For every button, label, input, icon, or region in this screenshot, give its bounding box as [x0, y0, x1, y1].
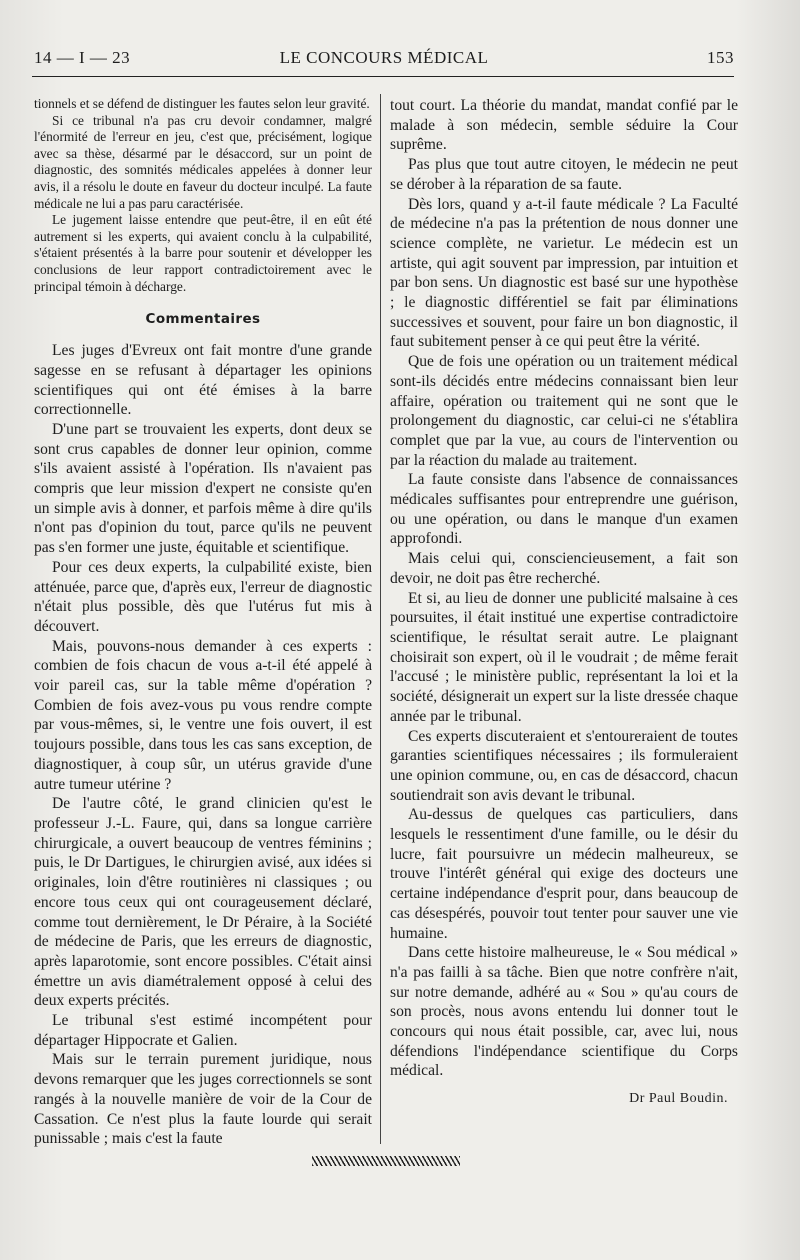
- paragraph: Les juges d'Evreux ont fait montre d'une grande sagesse en se refusant à départager les opinions scientifiques qui ont été émises à la barre correctionnelle.: [34, 342, 372, 419]
- paragraph: tionnels et se défend de distinguer les fautes selon leur gravité.: [34, 96, 370, 111]
- paragraph: Dans cette histoire malheureuse, le « Sou médical » n'a pas failli à sa tâche. Bien que notre confrère n'ait, sur notre demande, adhéré au « Sou » qu'au cours de son procès, nous avons entendu lui donner tout le concours qui nous était possible, car, avec lui, nous défendions l'indépendance scientifique du Corps médical.: [390, 944, 738, 1080]
- journal-title: LE CONCOURS MÉDICAL: [279, 48, 489, 67]
- paragraph: Mais sur le terrain purement juridique, nous devons remarquer que les juges correctionnels se sont rangés à la nouvelle manière de voir de la Cour de Cassation. Ce n'est plus la faute lourde qui serait punissable ; mais c'est la faute: [34, 1051, 372, 1148]
- right-column: [390, 96, 738, 1107]
- column-divider: [380, 94, 381, 1144]
- paragraph: Mais, pouvons-nous demander à ces experts : combien de fois chacun de vous a-t-il été appelé à voir pareil cas, sur la table même d'opération ? Combien de fois avez-vous pu vous rendre compte par vous-mêmes, si, le ventre une fois ouvert, il est toujours possible, dans tous les cas sans exception, de diagnostiquer, à coup sûr, un utérus gravide d'une autre tumeur utérine ?: [34, 637, 372, 793]
- paragraph: Dès lors, quand y a-t-il faute médicale ? La Faculté de médecine n'a pas la prétention de nous donner une science complète, ne varietur. Le médecin est un artiste, qui agit souvent par impression, par intuition et par bon sens. Un diagnostic est basé sur une hypothèse ; le diagnostic différentiel se fait par éliminations successives et souvent, pour faire un bon diagnostic, il faut subitement penser à ce qui peut être la vérité.: [390, 195, 738, 351]
- paragraph: tout court. La théorie du mandat, mandat confié par le malade à son médecin, semble séduire la Cour suprême.: [390, 97, 738, 154]
- paragraph: La faute consiste dans l'absence de connaissances médicales suffisantes pour entreprendre une guérison, ou une opération, ou dans le manque d'un examen approfondi.: [390, 471, 738, 548]
- end-ornament: [312, 1156, 460, 1166]
- paragraph: Le tribunal s'est estimé incompétent pour départager Hippocrate et Galien.: [34, 1012, 372, 1049]
- paragraph: Si ce tribunal n'a pas cru devoir condamner, malgré l'énormité de l'erreur en jeu, c'est que, précisément, logique avec sa thèse, désarmé par le désaccord, sur un point de diagnostic, des somnités médicales appelées à donner leur avis, il a résolu le doute en faveur du docteur inculpé. La faute médicale ne lui a pas paru caractérisée.: [34, 112, 372, 211]
- paragraph: D'une part se trouvaient les experts, dont deux se sont crus capables de donner leur opinion, comme s'ils avaient assisté à l'opération. Ils n'avaient pas compris que leur mission d'expert ne consiste qu'en un simple avis à donner, et parfois même à dire qu'ils n'ont pas d'opinion du tout, parce qu'ils ne peuvent pas s'en former une juste, équitable et scientifique.: [34, 420, 372, 557]
- author-signature: Dr Paul Boudin.: [629, 1091, 728, 1107]
- paragraph: Et si, au lieu de donner une publicité malsaine à ces poursuites, il était institué une expertise contradictoire scientifique, le résultat serait autre. Le plaignant choisirait son expert, où il le voudrait ; de même ferait l'accusé ; le ministère public, représentant la loi et la société, désignerait un expert sur la liste dressée chaque année par le tribunal.: [390, 589, 738, 725]
- paragraph: Ces experts discuteraient et s'entoureraient de toutes garanties scientifiques nécessaires ; ils formuleraient une opinion commune, ou, en cas de désaccord, chacun soutiendrait son avis devant le tribunal.: [390, 727, 738, 804]
- paragraph: Mais celui qui, consciencieusement, a fait son devoir, ne doit pas être recherché.: [390, 550, 738, 587]
- paragraph: Pas plus que tout autre citoyen, le médecin ne peut se dérober à la réparation de sa faute.: [390, 156, 738, 193]
- running-header: [34, 48, 734, 74]
- section-heading: Commentaires: [145, 311, 261, 328]
- commentary-left: [34, 341, 372, 1149]
- page-number: 153: [707, 48, 734, 67]
- paragraph: Que de fois une opération ou un traitement médical sont-ils décidés entre médecins connaissant bien leur affaire, opération ou traitement qui ne sont que le prolongement du diagnostic, car celui-ci ne s'établira complet que par la vue, au cours de l'intervention ou par la réaction du malade au traitement.: [390, 353, 738, 469]
- header-date: 14 — I — 23: [34, 48, 131, 67]
- header-rule: [32, 76, 734, 77]
- paragraph: De l'autre côté, le grand clinicien qu'est le professeur J.-L. Faure, qui, dans sa longue carrière chirurgicale, a ouvert beaucoup de ventres féminins ; puis, le Dr Dartigues, le chirurgien avisé, aux idées si originales, loin d'être routinières ni classiques ; ou encore tous ceux qui ont courageusement déclaré, comme tout dernièrement, le Dr Péraire, à la Société de médecine de Paris, que les erreurs de diagnostic, après laparotomie, sont encore possibles. C'était ainsi émettre un avis diamétralement opposé à celui des deux experts précités.: [34, 795, 372, 1010]
- left-column: [34, 96, 372, 1149]
- paragraph: Pour ces deux experts, la culpabilité existe, bien atténuée, parce que, d'après eux, l'erreur de diagnostic n'était plus possible, dès que l'utérus fut mis à découvert.: [34, 558, 372, 635]
- paragraph: Au-dessus de quelques cas particuliers, dans lesquels le ressentiment d'une famille, ou le désir du lucre, fait poursuivre un médecin malheureux, se trouve l'intérêt général qui exige des docteurs une certaine indépendance d'esprit pour, dans beaucoup de cas désespérés, pouvoir tout tenter pour sauver une vie humaine.: [390, 806, 738, 942]
- paragraph: Le jugement laisse entendre que peut-être, il en eût été autrement si les experts, qui avaient conclu à la culpabilité, s'étaient présentés à la barre pour soutenir et développer les conclusions de leur rapport contradictoirement avec le principal témoin à décharge.: [34, 212, 372, 294]
- commentary-right: [390, 96, 738, 1081]
- report-excerpt: [34, 96, 372, 295]
